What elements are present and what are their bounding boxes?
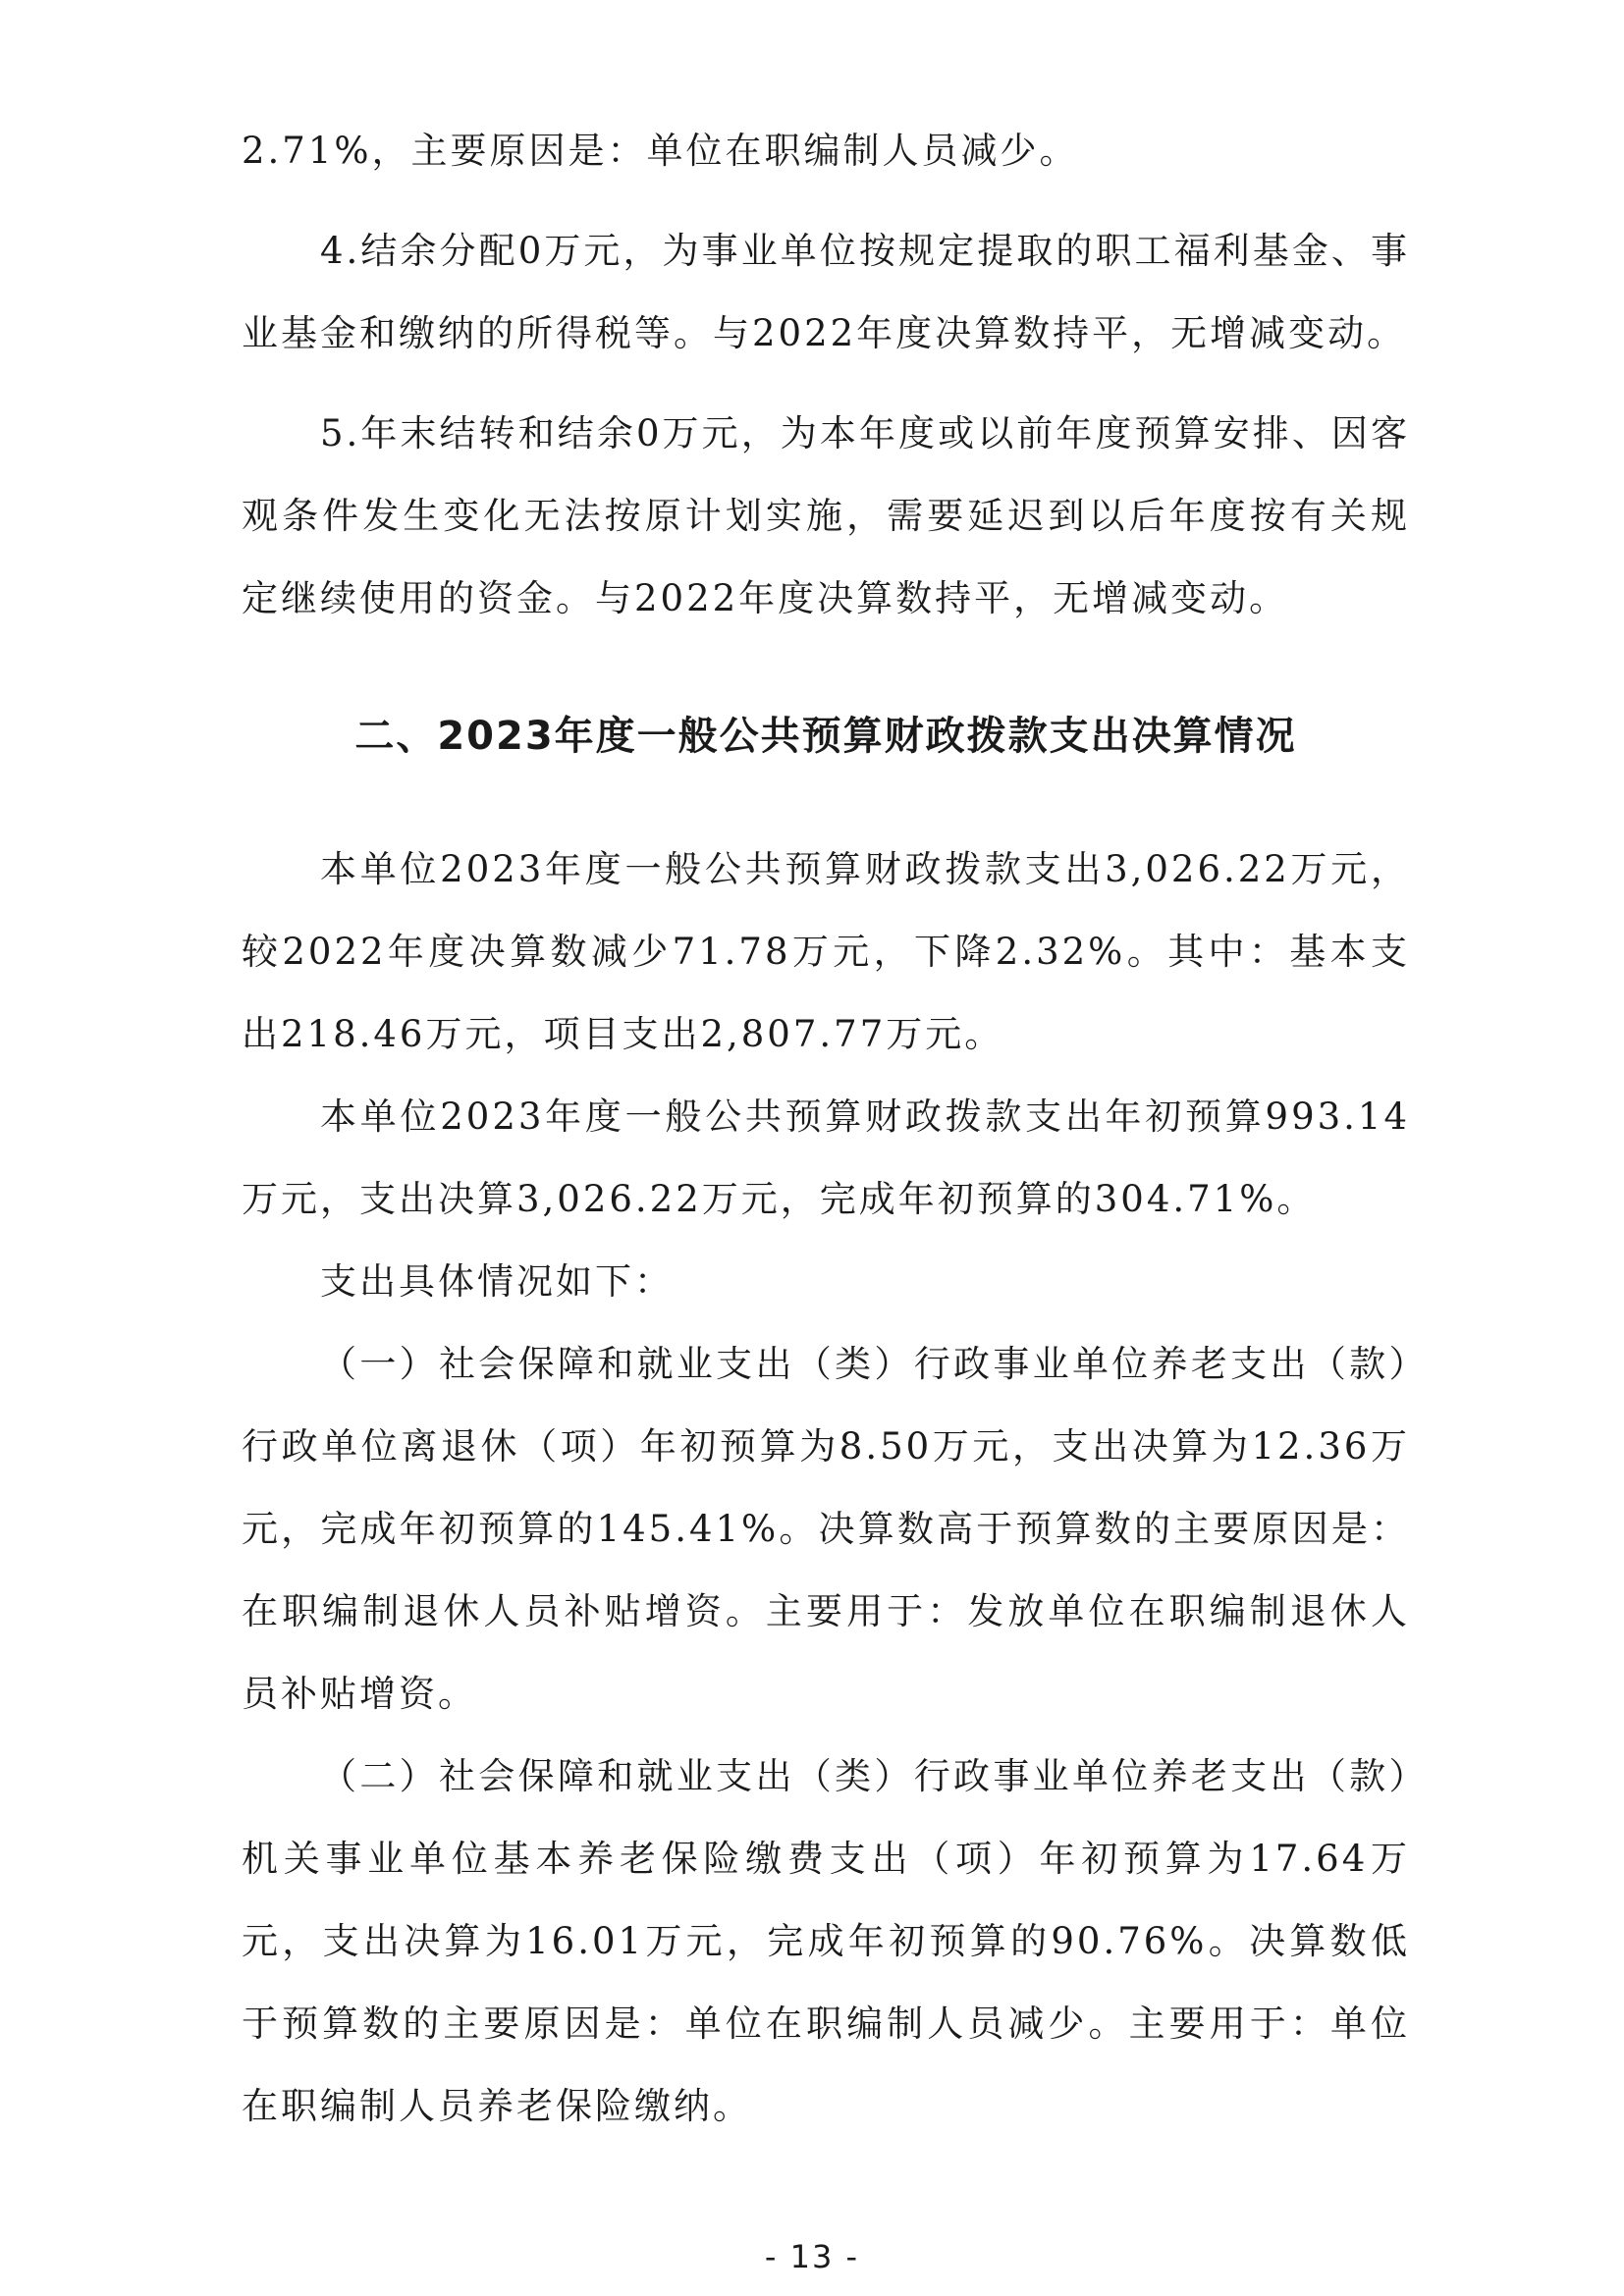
paragraph-year-end-carryover: 5.年末结转和结余0万元，为本年度或以前年度预算安排、因客观条件发生变化无法按原计划实施，需要延迟到以后年度按有关规定继续使用的资金。与2022年度决算数持平，无增减变动。 [242, 412, 1410, 619]
paragraph-details-intro: 支出具体情况如下： [320, 1260, 674, 1303]
paragraph-item-one: （一）社会保障和就业支出（类）行政事业单位养老支出（款）行政单位离退休（项）年初预算为8.50万元，支出决算为12.36万元，完成年初预算的145.41%。决算数高于预算数的主要原因是：在职编制退休人员补贴增资。主要用于：发放单位在职编制退休人员补贴增资。 [242, 1343, 1410, 1715]
paragraph-continuation: 2.71%，主要原因是：单位在职编制人员减少。 [242, 130, 1079, 172]
paragraph-expenditure-summary: 本单位2023年度一般公共预算财政拨款支出3,026.22万元，较2022年度决算数减少71.78万元，下降2.32%。其中：基本支出218.46万元，项目支出2,807.77万元。 [242, 848, 1410, 1055]
paragraph-item-two: （二）社会保障和就业支出（类）行政事业单位养老支出（款）机关事业单位基本养老保险缴费支出（项）年初预算为17.64万元，支出决算为16.01万元，完成年初预算的90.76%。决算数低于预算数的主要原因是：单位在职编制人员减少。主要用于：单位在职编制人员养老保险缴纳。 [242, 1755, 1410, 2127]
paragraph-surplus-distribution: 4.结余分配0万元，为事业单位按规定提取的职工福利基金、事业基金和缴纳的所得税等。与2022年度决算数持平，无增减变动。 [242, 230, 1410, 354]
page-number: - 13 - [764, 2238, 860, 2275]
document-body [242, 110, 1410, 2148]
paragraph-budget-completion: 本单位2023年度一般公共预算财政拨款支出年初预算993.14万元，支出决算3,026.22万元，完成年初预算的304.71%。 [242, 1095, 1410, 1220]
section-heading: 二、2023年度一般公共预算财政拨款支出决算情况 [354, 714, 1297, 759]
